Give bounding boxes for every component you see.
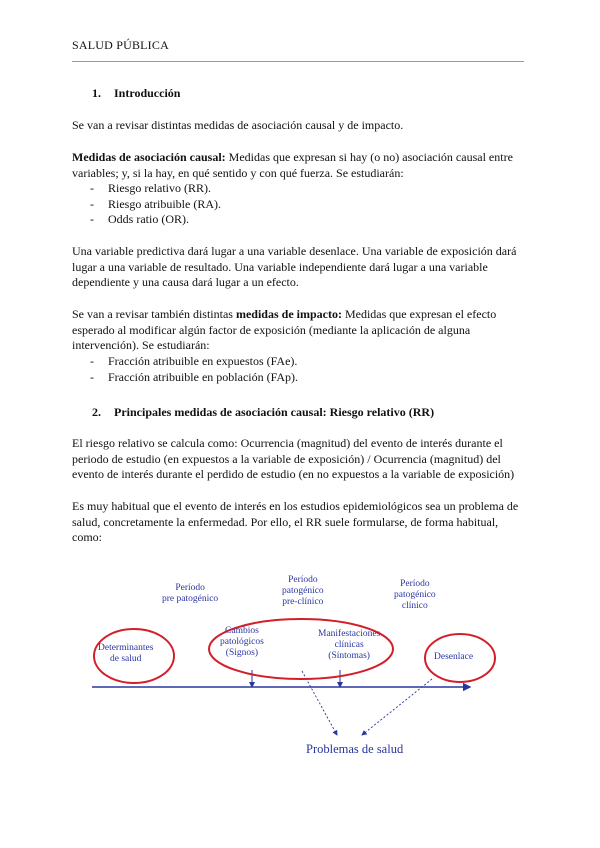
assoc-paragraph	[72, 150, 524, 181]
assoc-label: Medidas de asociación causal:	[72, 150, 226, 164]
impact-label: medidas de impacto:	[235, 307, 342, 321]
impact-pre: Se van a revisar también distintas	[72, 307, 236, 321]
page-header: SALUD PÚBLICA	[72, 38, 169, 52]
label-determinantes: Determinantes de salud	[98, 643, 154, 664]
label-desenlace: Desenlace	[434, 652, 474, 662]
list-item: - Fracción atribuible en expuestos (FAe).	[72, 354, 298, 370]
habitual-paragraph: Es muy habitual que el evento de interés en los estudios epidemiológicos sea un problema de salud, concretamente la enfermedad. Por ello, el RR suele formularse, de forma habitual, como:	[72, 499, 519, 545]
label-problemas-de-salud: Problemas de salud	[306, 742, 404, 756]
label-periodo-pre-clinico: Período patogénico pre-clínico	[282, 575, 324, 607]
section-1-title: Introducción	[114, 86, 181, 100]
natural-history-diagram	[92, 563, 500, 768]
section-2-title: Principales medidas de asociación causal: Riesgo relativo (RR)	[114, 405, 435, 419]
header-divider	[72, 61, 524, 62]
section-1-heading	[92, 86, 180, 101]
rr-paragraph: El riesgo relativo se calcula como: Ocurrencia (magnitud) del evento de interés durante el periodo de estudio (en expuestos a la variable de exposición) / Ocurrencia (magnitud) del evento de interés durante el perdido de estudio (en no expuestos a la variable de exposición)	[72, 436, 515, 482]
intro-paragraph: Se van a revisar distintas medidas de asociación causal y de impacto.	[72, 118, 404, 132]
assoc-list	[72, 181, 221, 228]
label-periodo-clinico: Período patogénico clínico	[394, 579, 436, 611]
section-1-number: 1.	[92, 86, 101, 100]
impact-text: Medidas que expresan el efecto esperado al modificar algún factor de exposición (mediante la aplicación de alguna intervención). Se estudiarán:	[72, 307, 497, 353]
list-item: - Riesgo atribuible (RA).	[72, 197, 221, 213]
dotted-arrow-left	[302, 671, 337, 735]
impact-list	[72, 354, 298, 385]
assoc-text: Medidas que expresan si hay (o no) asociación causal entre variables; y, si la hay, en qué sentido y con qué fuerza. Se estudiarán:	[72, 150, 513, 180]
label-periodo-pre-patogenico: Período pre patogénico	[162, 583, 219, 604]
list-item: - Riesgo relativo (RR).	[72, 181, 221, 197]
section-2-heading	[92, 405, 434, 420]
variables-paragraph: Una variable predictiva dará lugar a una variable desenlace. Una variable de exposición dará lugar a una variable de resultado. Una variable independiente dará lugar a una variable dependiente y una causa dará lugar a un efecto.	[72, 244, 517, 290]
list-item: - Fracción atribuible en población (FAp).	[72, 370, 298, 386]
section-2-number: 2.	[92, 405, 101, 419]
list-item: - Odds ratio (OR).	[72, 212, 221, 228]
label-manifestaciones: Manifestaciones clínicas (Síntomas)	[318, 629, 381, 661]
label-cambios: Cambios patológicos (Signos)	[220, 626, 264, 658]
impact-paragraph	[72, 307, 524, 354]
